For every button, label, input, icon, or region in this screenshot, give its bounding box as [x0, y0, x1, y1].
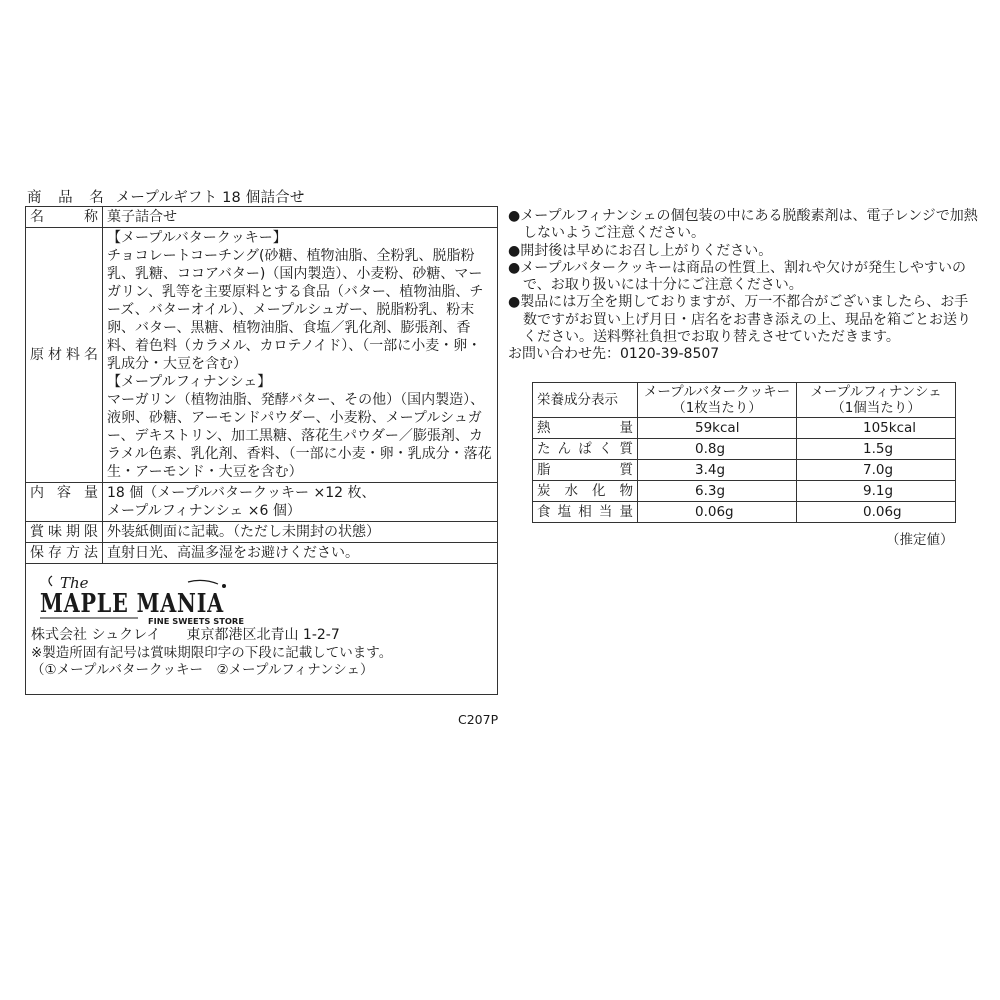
nutrition-value-financier: 7.0g — [797, 460, 956, 481]
cookie-ingredients: チョコレートコーチング(砂糖、植物油脂、全粉乳、脱脂粉乳、乳糖、ココアバター)（国内製造）、小麦粉、砂糖、マーガリン、乳等を主要原料とする食品（バター、植物油脂、チーズ、バターオイル）、メープルシュガー、脱脂粉乳、粉末卵、バター、黒糖、植物油脂、食塩／乳化剤、膨張剤、香料、着色料（カラメル、カロテノイド）、（一部に小麦・卵・乳成分・大豆を含む） — [107, 248, 484, 372]
maple-mania-logo — [38, 572, 248, 626]
col-cookie-unit: （1枚当たり） — [672, 400, 762, 416]
nutrition-value-financier: 9.1g — [797, 481, 956, 502]
nutrition-value-financier: 105kcal — [797, 418, 956, 439]
spec-row-brand — [26, 564, 498, 695]
col-financier-name: メープルフィナンシェ — [810, 384, 942, 400]
spec-value-expiry: 外装紙側面に記載。（ただし未開封の状態） — [103, 522, 498, 543]
spec-row-name — [26, 207, 498, 228]
nutrition-row — [533, 481, 956, 502]
spec-row-storage — [26, 543, 498, 564]
nutrition-estimate-note: （推定値） — [886, 532, 954, 548]
financier-ingredients: マーガリン（植物油脂、発酵バター、その他）（国内製造）、液卵、砂糖、アーモンドパウダー、小麦粉、メープルシュガー、デキストリン、加工黒糖、落花生パウダー／膨張剤、カラメル色素、乳化剤、香料、（一部に小麦・卵・乳成分・落花生・アーモンド・大豆を含む） — [107, 392, 492, 480]
product-title-value: メープルギフト 18 個詰合せ — [115, 190, 305, 206]
note-item: ●製品には万全を期しておりますが、万一不都合がございましたら、お手数ですがお買い上げ月日・店名をお書き添えの上、現品を箱ごとお送りください。送料弊社負担でお取り替えさせていただきます。 — [508, 294, 971, 346]
nutrition-value-cookie: 0.8g — [638, 439, 797, 460]
logo-the: The — [60, 574, 89, 592]
nutrition-table — [532, 382, 956, 523]
nutrition-value-cookie: 3.4g — [638, 460, 797, 481]
nutrition-col-financier — [797, 383, 956, 418]
spec-key-name: 名 称 — [26, 207, 103, 228]
logo-sub: FINE SWEETS STORE — [148, 617, 244, 626]
logo-main: MAPLE MANIA — [40, 589, 224, 619]
nutrition-row-label: 炭水化物 — [533, 481, 638, 502]
note-item: ●開封後は早めにお召し上がりください。 — [508, 242, 773, 259]
nutrition-row-label: 熱 量 — [533, 418, 638, 439]
nutrition-value-cookie: 6.3g — [638, 481, 797, 502]
nutrition-row — [533, 460, 956, 481]
spec-value-content — [103, 483, 498, 522]
spec-value-ingredients — [103, 228, 498, 483]
product-code: C207P — [458, 712, 499, 727]
spec-key-expiry: 賞味期限 — [26, 522, 103, 543]
product-spec-table — [25, 206, 498, 695]
content-line-2: メープルフィナンシェ ×6 個） — [107, 503, 301, 519]
company-address: 東京都港区北青山 1-2-7 — [186, 627, 340, 643]
spec-key-content: 内 容 量 — [26, 483, 103, 522]
content-line-1: 18 個（メープルバタークッキー ×12 枚、 — [107, 485, 376, 501]
nutrition-value-financier: 1.5g — [797, 439, 956, 460]
caution-notes — [508, 208, 978, 364]
nutrition-value-cookie: 59kcal — [638, 418, 797, 439]
manufacturer-note-codes: （①メープルバタークッキー ②メープルフィナンシェ） — [31, 662, 374, 678]
company-line — [31, 626, 340, 644]
nutrition-row — [533, 502, 956, 523]
brand-cell — [26, 564, 498, 695]
spec-key-ingredients: 原材料名 — [26, 228, 103, 483]
nutrition-value-financier: 0.06g — [797, 502, 956, 523]
manufacturer-note: ※製造所固有記号は賞味期限印字の下段に記載しています。 — [31, 645, 393, 661]
nutrition-header-label: 栄養成分表示 — [533, 383, 638, 418]
product-title-label: 商 品 名 — [27, 190, 110, 206]
spec-row-ingredients — [26, 228, 498, 483]
product-title — [27, 186, 305, 207]
spec-value-name: 菓子詰合せ — [103, 207, 498, 228]
nutrition-row-label: たんぱく質 — [533, 439, 638, 460]
col-cookie-name: メープルバタークッキー — [643, 384, 791, 400]
nutrition-row — [533, 418, 956, 439]
nutrition-value-cookie: 0.06g — [638, 502, 797, 523]
contact-info: お問い合わせ先：0120-39-8507 — [508, 346, 720, 363]
note-item: ●メープルバタークッキーは商品の性質上、割れや欠けが発生しやすいので、お取り扱いには十分にご注意ください。 — [508, 259, 966, 294]
nutrition-header-row — [533, 383, 956, 418]
spec-value-storage: 直射日光、高温多湿をお避けください。 — [103, 543, 498, 564]
company-name: 株式会社 シュクレイ — [31, 627, 161, 643]
financier-heading: 【メープルフィナンシェ】 — [107, 374, 272, 390]
nutrition-row-label: 食塩相当量 — [533, 502, 638, 523]
spec-key-storage: 保存方法 — [26, 543, 103, 564]
nutrition-row — [533, 439, 956, 460]
spec-row-expiry — [26, 522, 498, 543]
nutrition-col-cookie — [638, 383, 797, 418]
note-item: ●メープルフィナンシェの個包装の中にある脱酸素剤は、電子レンジで加熱しないようご注意ください。 — [508, 208, 978, 242]
spec-row-content — [26, 483, 498, 522]
nutrition-row-label: 脂 質 — [533, 460, 638, 481]
cookie-heading: 【メープルバタークッキー】 — [107, 230, 287, 246]
col-financier-unit: （1個当たり） — [831, 400, 921, 416]
